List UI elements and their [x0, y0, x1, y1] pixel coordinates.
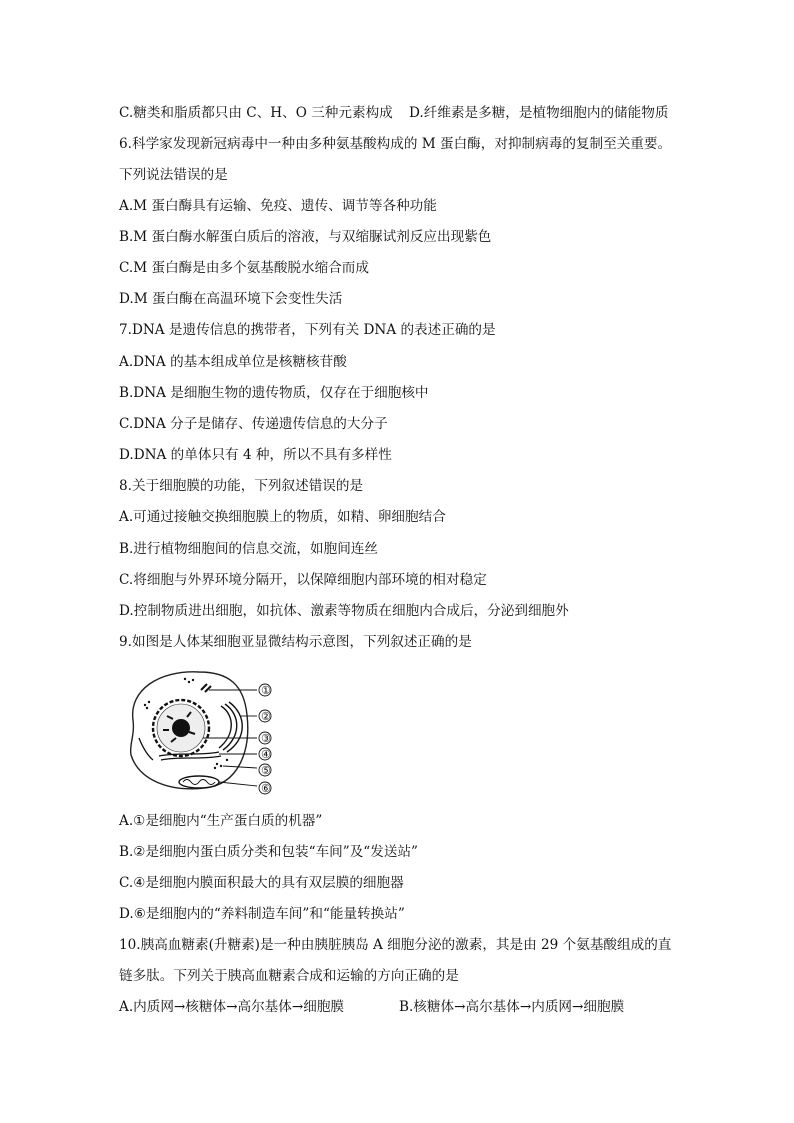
q10-stem-line-1: 10.胰高血糖素(升糖素)是一种由胰脏胰岛 A 细胞分泌的激素，其是由 29 个氨基酸组成的直 [119, 937, 672, 953]
q10-stem-line-2: 链多肽。下列关于胰高血糖素合成和运输的方向正确的是 [119, 968, 459, 984]
q8-stem: 8.关于细胞膜的功能，下列叙述错误的是 [119, 478, 364, 494]
q9-option-b: B.②是细胞内蛋白质分类和包装“车间”及“发送站” [119, 844, 418, 860]
q6-stem-line-1: 6.科学家发现新冠病毒中一种由多种氨基酸构成的 M 蛋白酶，对抑制病毒的复制至关重要。 [119, 136, 672, 152]
q9-option-a: A.①是细胞内“生产蛋白质的机器” [119, 813, 323, 829]
q9-stem: 9.如图是人体某细胞亚显微结构示意图，下列叙述正确的是 [119, 634, 472, 650]
q8-option-a: A.可通过接触交换细胞膜上的物质，如精、卵细胞结合 [119, 509, 446, 525]
q5-option-c: C.糖类和脂质都只由 C、H、O 三种元素构成 [119, 105, 393, 121]
er-membrane-2 [161, 756, 221, 760]
leader-lines [203, 690, 257, 786]
label-5: ⑤ [261, 764, 271, 777]
figure-labels [259, 684, 271, 795]
q8-option-c: C.将细胞与外界环境分隔开，以保障细胞内部环境的相对稳定 [119, 572, 487, 588]
q9-option-d: D.⑥是细胞内的“养料制造车间”和“能量转换站” [119, 906, 405, 922]
q6-option-b: B.M 蛋白酶水解蛋白质后的溶液，与双缩脲试剂反应出现紫色 [119, 229, 492, 245]
q7-option-d: D.DNA 的单体只有 4 种，所以不具有多样性 [119, 447, 392, 463]
q6-option-c: C.M 蛋白酶是由多个氨基酸脱水缩合而成 [119, 260, 369, 276]
q6-stem-line-2: 下列说法错误的是 [119, 167, 228, 183]
q6-option-a: A.M 蛋白酶具有运输、免疫、遗传、调节等各种功能 [119, 198, 437, 214]
q10-option-a: A.内质网→核糖体→高尔基体→细胞膜 [119, 999, 345, 1015]
q5-option-d: D.纤维素是多糖，是植物细胞内的储能物质 [409, 105, 669, 121]
er-side-membrane [139, 738, 153, 760]
centriole-shape [201, 684, 211, 692]
label-4: ④ [261, 748, 271, 761]
q7-option-a: A.DNA 的基本组成单位是核糖核苷酸 [119, 354, 347, 370]
cell-diagram-svg [119, 660, 289, 800]
label-2: ② [261, 710, 271, 723]
q7-option-c: C.DNA 分子是储存、传递遗传信息的大分子 [119, 416, 388, 432]
nucleolus [172, 719, 190, 737]
golgi-stack-2 [223, 704, 237, 750]
q6-option-d: D.M 蛋白酶在高温环境下会变性失活 [119, 291, 343, 307]
q10-option-b: B.核糖体→高尔基体→内质网→细胞膜 [399, 999, 625, 1015]
cell-structure-figure [119, 660, 289, 800]
q7-option-b: B.DNA 是细胞生物的遗传物质，仅存在于细胞核中 [119, 385, 429, 401]
label-6: ⑥ [261, 782, 271, 795]
label-1: ① [261, 684, 271, 697]
label-3: ③ [261, 732, 271, 745]
q7-stem: 7.DNA 是遗传信息的携带者，下列有关 DNA 的表述正确的是 [119, 322, 496, 338]
q8-option-b: B.进行植物细胞间的信息交流，如胞间连丝 [119, 541, 378, 557]
q8-option-d: D.控制物质进出细胞，如抗体、激素等物质在细胞内合成后，分泌到细胞外 [119, 603, 569, 619]
q9-option-c: C.④是细胞内膜面积最大的具有双层膜的细胞器 [119, 875, 404, 891]
golgi-stack-1 [219, 706, 231, 748]
